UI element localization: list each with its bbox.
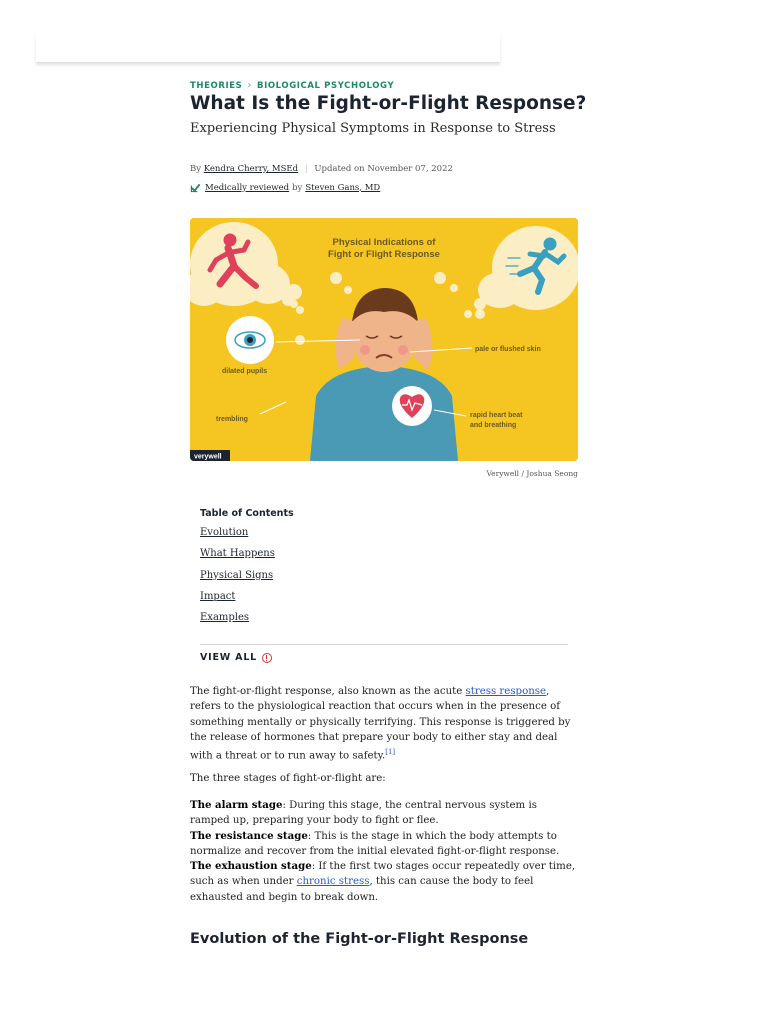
stage-exhaustion xyxy=(190,859,578,905)
stage-resistance-text: : This is the stage in which the body attempts to normalize and recover from the initial elevated fight-or-flight response. xyxy=(190,830,560,857)
toc-link-physical-signs[interactable]: Physical Signs xyxy=(200,569,274,581)
toc-link-impact[interactable]: Impact xyxy=(200,590,236,602)
search-bar-area[interactable] xyxy=(36,36,500,63)
stages-intro: The three stages of fight-or-flight are: xyxy=(190,773,386,784)
stages-list xyxy=(190,798,578,905)
intro-text-end: , refers to the physiological reaction that occurs when in the presence of something mentally or physically terrifying. This response is triggered by the release of hormones that prepare your body to either stay and deal with a threat or to run away to safety. xyxy=(190,686,571,762)
page-title: What Is the Fight-or-Flight Response? xyxy=(190,93,587,114)
reviewed-by-text: by xyxy=(292,182,303,193)
fight-or-flight-illustration xyxy=(190,218,578,461)
view-all-button[interactable] xyxy=(200,652,272,663)
stage-resistance xyxy=(190,829,578,860)
stage-exhaustion-name: The exhaustion stage xyxy=(190,860,312,873)
eye-icon xyxy=(226,316,274,364)
toc-item xyxy=(200,548,568,569)
stage-resistance-name: The resistance stage xyxy=(190,829,308,842)
chevron-right-icon: › xyxy=(247,80,252,91)
label-dilated-pupils: dilated pupils xyxy=(222,368,268,375)
byline-divider: | xyxy=(304,164,308,174)
chronic-stress-link[interactable]: chronic stress xyxy=(296,876,370,888)
stage-alarm xyxy=(190,798,578,829)
toc-title: Table of Contents xyxy=(200,508,294,519)
table-of-contents xyxy=(200,508,568,663)
byline xyxy=(190,164,453,174)
toc-item xyxy=(200,527,568,548)
toc-link-evolution[interactable]: Evolution xyxy=(200,527,249,538)
breadcrumb-biological-psychology[interactable]: BIOLOGICAL PSYCHOLOGY xyxy=(257,80,395,91)
expand-circle-icon xyxy=(262,653,272,663)
reviewer-link[interactable]: Steven Gans, MD xyxy=(305,182,381,193)
page-subtitle: Experiencing Physical Symptoms in Response to Stress xyxy=(190,121,556,136)
stage-exhaustion-text-start: : If the first two stages occur repeatedly over time, such as when under xyxy=(190,861,576,888)
byline-by: By xyxy=(190,164,202,174)
image-credit: Verywell / Joshua Seong xyxy=(486,469,578,478)
toc-item xyxy=(200,570,568,591)
heart-icon xyxy=(392,386,432,426)
label-heart-line1: rapid heart beat xyxy=(470,412,523,419)
breadcrumb xyxy=(190,80,394,91)
medically-reviewed-link[interactable]: Medically reviewed xyxy=(205,182,290,193)
stage-alarm-text: : During this stage, the central nervous system is ramped up, preparing your body to fight or flee. xyxy=(190,800,537,827)
stress-response-link[interactable]: stress response xyxy=(465,686,547,697)
intro-text-start: The fight-or-flight response, also known as the acute xyxy=(190,686,466,697)
stage-exhaustion-text-end: , this can cause the body to feel exhausted and begin to break down. xyxy=(190,876,534,903)
breadcrumb-theories[interactable]: THEORIES xyxy=(190,80,243,91)
toc-item xyxy=(200,612,568,633)
toc-item xyxy=(200,591,568,612)
figure-title-line2: Fight or Flight Response xyxy=(328,249,440,260)
toc-link-what-happens[interactable]: What Happens xyxy=(200,548,275,560)
author-link[interactable]: Kendra Cherry, MSEd xyxy=(203,164,299,174)
intro-paragraph xyxy=(190,684,578,764)
hero-illustration xyxy=(190,218,578,461)
citation-link[interactable]: [1] xyxy=(385,748,396,757)
updated-date: Updated on November 07, 2022 xyxy=(314,164,453,174)
toc-list xyxy=(200,527,568,633)
figure-title-line1: Physical Indications of xyxy=(332,237,436,248)
label-trembling: trembling xyxy=(216,416,248,423)
toc-divider xyxy=(200,644,568,645)
section-heading-evolution: Evolution of the Fight-or-Flight Response xyxy=(190,931,529,947)
label-heart-line2: and breathing xyxy=(470,422,517,429)
verywell-logo: verywell xyxy=(194,453,222,461)
label-pale-skin: pale or flushed skin xyxy=(475,346,541,353)
verified-check-icon xyxy=(190,182,201,193)
view-all-label: VIEW ALL xyxy=(200,652,258,663)
medical-review xyxy=(190,182,380,193)
toc-link-examples[interactable]: Examples xyxy=(200,612,250,624)
stage-alarm-name: The alarm stage xyxy=(190,799,283,811)
